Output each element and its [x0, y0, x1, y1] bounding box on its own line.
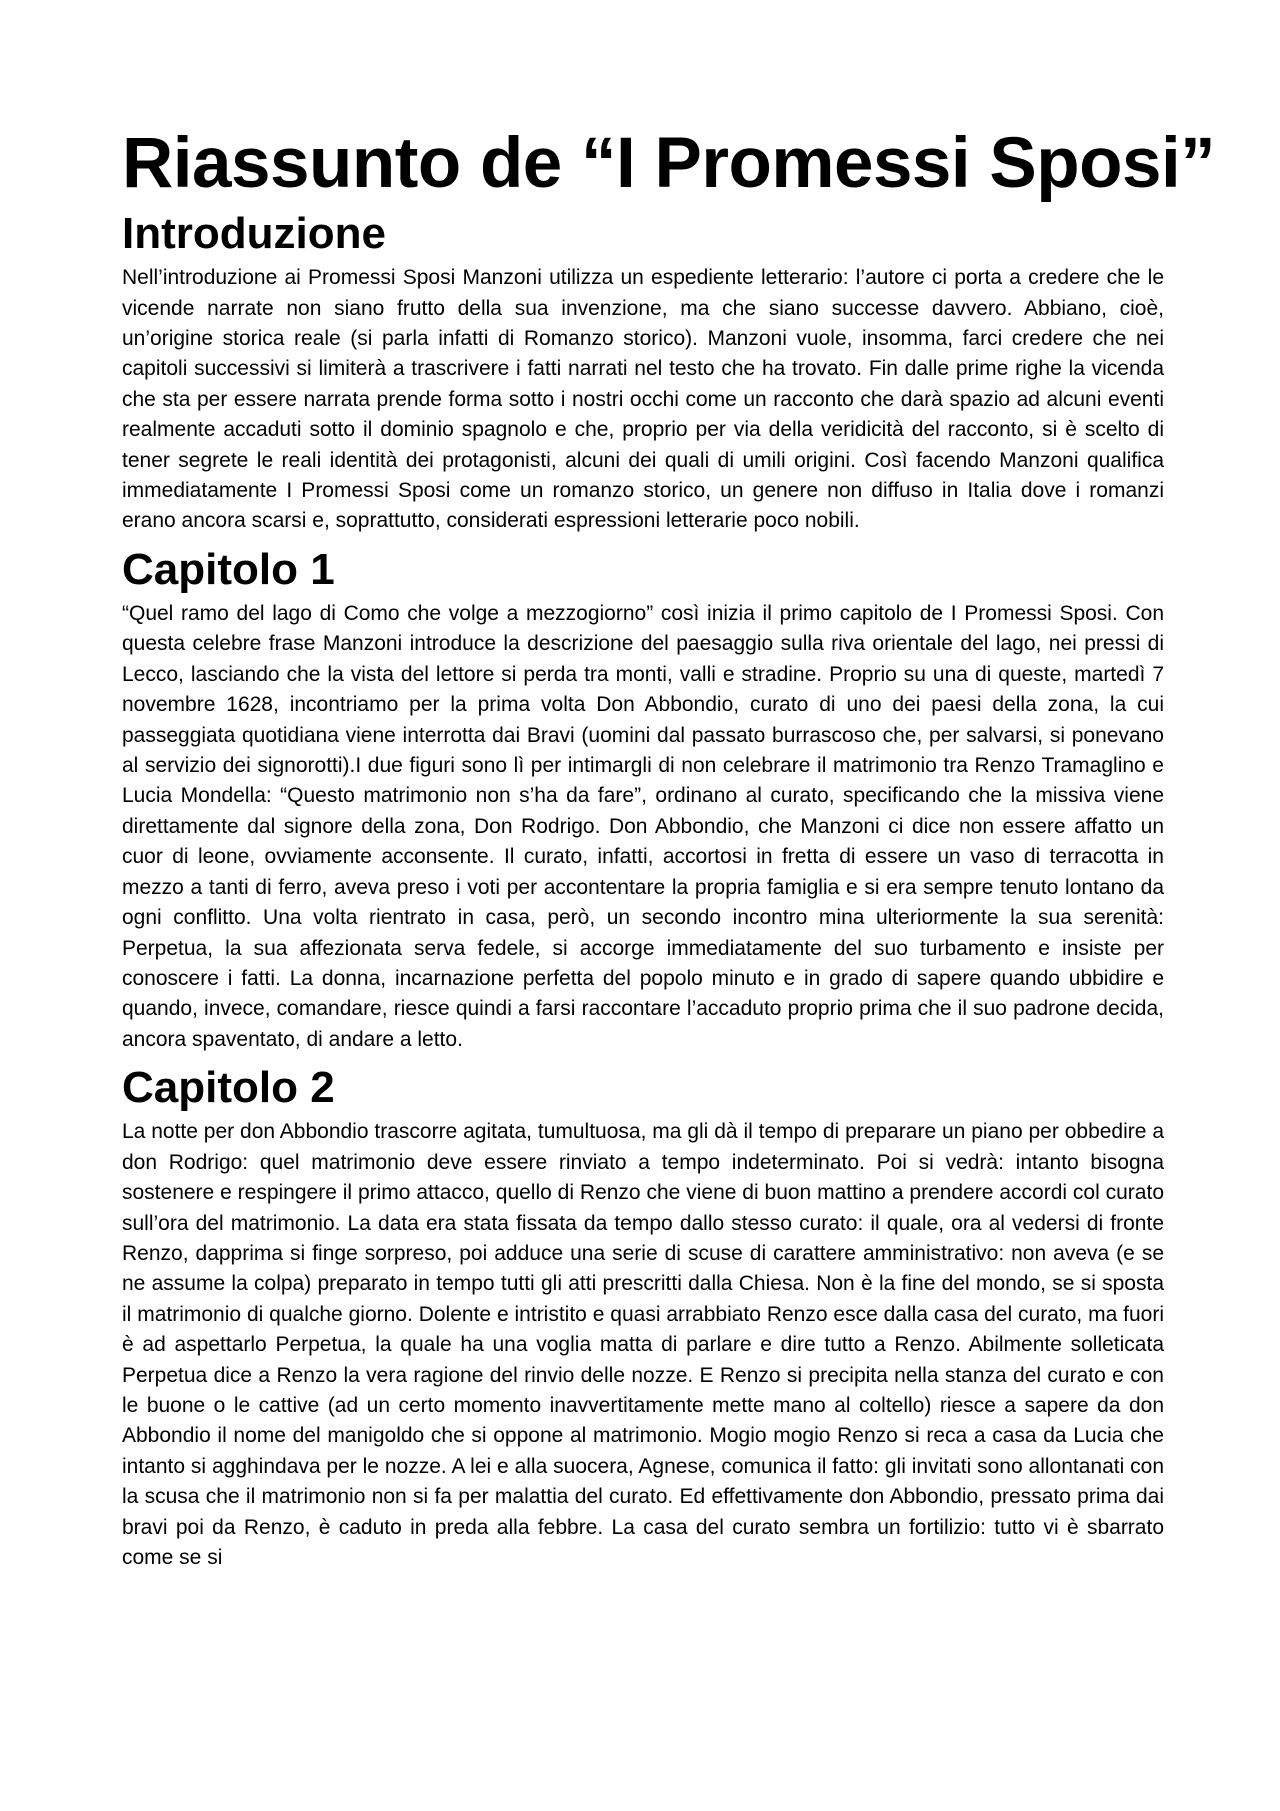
section-paragraph: La notte per don Abbondio trascorre agitata, tumultuosa, ma gli dà il tempo di preparare un piano per obbedire a don Rodrigo: quel matrimonio deve essere rinviato a tempo indeterminato. Poi si vedrà: intanto bisogna sostenere e respingere il primo attacco, quello di Renzo che viene di buon mattino a prendere accordi col curato sull’ora del matrimonio. La data era stata fissata da tempo dallo stesso curato: il quale, ora al vedersi di fronte Renzo, dapprima si finge sorpreso, poi adduce una serie di scuse di carattere amministrativo: non aveva (e se ne assume la colpa) preparato in tempo tutti gli atti prescritti dalla Chiesa. Non è la fine del mondo, se si sposta il matrimonio di qualche giorno. Dolente e intristito e quasi arrabbiato Renzo esce dalla casa del curato, ma fuori è ad aspettarlo Perpetua, la quale ha una voglia matta di parlare e dire tutto a Renzo. Abilmente solleticata Perpetua dice a Renzo la vera ragione del rinvio delle nozze. E Renzo si precipita nella stanza del curato e con le buone o le cattive (ad un certo momento inavvertitamente mette mano al coltello) riesce a sapere da don Abbondio il nome del manigoldo che si oppone al matrimonio. Mogio mogio Renzo si reca a casa da Lucia che intanto si agghindava per le nozze. A lei e alla suocera, Agnese, comunica il fatto: gli invitati sono allontanati con la scusa che il matrimonio non si fa per malattia del curato. Ed effettivamente don Abbondio, pressato prima dai bravi poi da Renzo, è caduto in preda alla febbre. La casa del curato sembra un fortilizio: tutto vi è sbarrato come se si — [122, 1120, 1164, 1569]
section-heading: Introduzione — [122, 209, 386, 258]
section-heading: Capitolo 2 — [122, 1063, 335, 1113]
section-paragraph: Nell’introduzione ai Promessi Sposi Manzoni utilizza un espediente letterario: l’autore ci porta a credere che le vicende narrate non siano frutto della sua invenzione, ma che siano successe davvero. Abbiano, cioè, un’origine storica reale (si parla infatti di Romanzo storico). Manzoni vuole, insomma, farci credere che nei capitoli successivi si limiterà a trascrivere i fatti narrati nel testo che ha trovato. Fin dalle prime righe la vicenda che sta per essere narrata prende forma sotto i nostri occhi come un racconto che darà spazio ad alcuni eventi realmente accaduti sotto il dominio spagnolo e che, proprio per via della veridicità del racconto, si è scelto di tener segrete le reali identità dei protagonisti, alcuni dei quali di umili origini. Così facendo Manzoni qualifica immediatamente I Promessi Sposi come un romanzo storico, un genere non diffuso in Italia dove i romanzi erano ancora scarsi e, soprattutto, considerati espressioni letterarie poco nobili. — [122, 266, 1164, 533]
document-page — [122, 118, 1216, 1583]
section-heading: Capitolo 1 — [122, 544, 335, 594]
section-capitolo-2 — [122, 1065, 1164, 1573]
section-capitolo-1 — [122, 544, 1164, 1055]
document-title: Riassunto de “I Promessi Sposi” — [122, 124, 1216, 203]
section-introduzione — [122, 211, 1164, 537]
section-paragraph: “Quel ramo del lago di Como che volge a mezzogiorno” così inizia il primo capitolo de I Promessi Sposi. Con questa celebre frase Manzoni introduce la descrizione del paesaggio sulla riva orientale del lago, nei pressi di Lecco, lasciando che la vista del lettore si perda tra monti, valli e stradine. Proprio su una di queste, martedì 7 novembre 1628, incontriamo per la prima volta Don Abbondio, curato di uno dei paesi della zona, la cui passeggiata quotidiana viene interrotta dai Bravi (uomini dal passato burrascoso che, per salvarsi, si ponevano al servizio dei signorotti).I due figuri sono lì per intimargli di non celebrare il matrimonio tra Renzo Tramaglino e Lucia Mondella: “Questo matrimonio non s’ha da fare”, ordinano al curato, specificando che la missiva viene direttamente dal signore della zona, Don Rodrigo. Don Abbondio, che Manzoni ci dice non essere affatto un cuor di leone, ovviamente acconsente. Il curato, infatti, accortosi in fretta di essere un vaso di terracotta in mezzo a tanti di ferro, aveva preso i voti per accontentare la propria famiglia e si era sempre tenuto lontano da ogni conflitto. Una volta rientrato in casa, però, un secondo incontro mina ulteriormente la sua serenità: Perpetua, la sua affezionata serva fedele, si accorge immediatamente del suo turbamento e insiste per conoscere i fatti. La donna, incarnazione perfetta del popolo minuto e in grado di sapere quando ubbidire e quando, invece, comandare, riesce quindi a farsi raccontare l’accaduto proprio prima che il suo padrone decida, ancora spaventato, di andare a letto. — [122, 602, 1164, 1051]
